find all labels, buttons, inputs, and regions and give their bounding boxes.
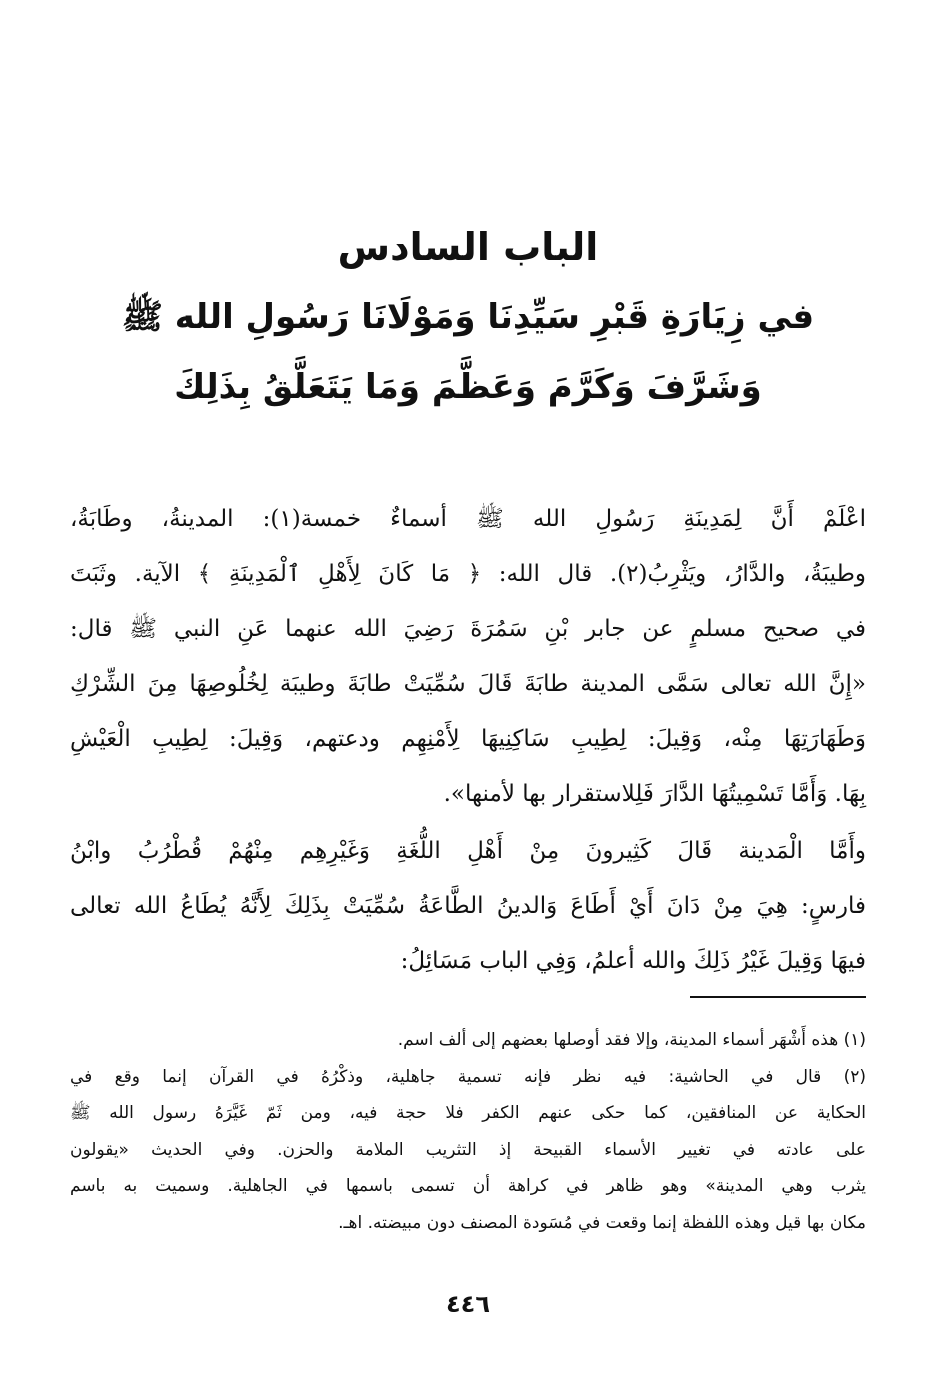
chapter-subtitle-line-1: في زِيَارَةِ قَبْرِ سَيِّدِنَا وَمَوْلَانَا رَسُولِ الله ﷺ xyxy=(121,297,815,337)
footnote-2-line: مكان بها قيل وهذه اللفظة إنما وقعت في مُسَودة المصنف دون مبيضته. اهـ. xyxy=(338,1212,866,1233)
footnote-2-line: على عادته في تغيير الأسماء القبيحة إذ التثريب الملامة والحزن. وفي الحديث «يقولون xyxy=(70,1139,866,1160)
text-line: في صحيح مسلمٍ عن جابر بْنِ سَمُرَةَ رَضِيَ الله عنهما عَنِ النبي ﷺ قال: xyxy=(70,616,866,642)
page-number: ٤٤٦ xyxy=(446,1290,490,1318)
footnote-2-line: يثرب وهي المدينة» وهو ظاهر في كراهة أن تسمى باسمها في الجاهلية. وسميت به باسم xyxy=(70,1176,866,1196)
footnotes xyxy=(70,1022,866,1241)
paragraph-1 xyxy=(70,492,866,822)
text-line: فارسٍ: هِيَ مِنْ دَانَ أَيْ أَطَاعَ وَالدينُ الطَّاعَةُ سُمِّيَتْ بِذَلِكَ لِأَنَّهُ يُطَاعُ الله تعالى xyxy=(70,893,866,919)
text-line: وأَمَّا الْمَدينة قَالَ كَثِيرونَ مِنْ أَهْلِ اللُّغَةِ وَغَيْرِهِم مِنْهُمْ قُطْرُبُ وابْنُ xyxy=(70,838,866,864)
text-line: اعْلَمْ أَنَّ لِمَدِينَةِ رَسُولِ الله ﷺ أسماءٌ خمسة(١): المدينةُ، وطَابَةُ، xyxy=(70,506,866,532)
footnote-2-line: (٢) قال في الحاشية: فيه نظر فإنه تسمية جاهلية، وذكْرُهُ في القرآن إنما وقع في xyxy=(70,1066,866,1087)
chapter-heading xyxy=(70,212,866,422)
paragraph-2 xyxy=(70,824,866,989)
text-line: وطيبَةُ، والدَّارُ، ويَثْرِبُ(٢). قال الله: ﴿ مَا كَانَ لِأَهْلِ ٱلْمَدِينَةِ ﴾ الآية. وثَبَتَ xyxy=(70,561,867,587)
footnote-2-line: الحكاية عن المنافقين، كما حكى عنهم الكفر فلا حجة فيه، ومن ثَمّ غَيَّرَهُ رسول الله ﷺ xyxy=(70,1103,866,1123)
footnote-1: (١) هذه أَشْهَر أسماء المدينة، وإلا فقد أوصلها بعضهم إلى ألف اسم. xyxy=(397,1030,866,1050)
chapter-subtitle-line-2: وَشَرَّفَ وَكَرَّمَ وَعَظَّمَ وَمَا يَتَعَلَّقُ بِذَلِكَ xyxy=(174,367,762,407)
chapter-title: الباب السادس xyxy=(337,225,599,269)
text-line: وَطَهَارَتِهَا مِنْه، وَقِيلَ: لِطِيبِ سَاكِنِيهَا لِأَمْنِهِم ودعتهم، وَقِيلَ: لِطِيبِ الْعَيْشِ xyxy=(70,726,866,752)
text-line: «إِنَّ الله تعالى سَمَّى المدينة طابَةَ قَالَ سُمِّيَتْ طابَةَ وطيبَة لِخُلُوصِهَا مِنَ الشِّرْكِ xyxy=(70,671,866,697)
text-line: بِهَا. وَأَمَّا تَسْمِيتُهَا الدَّارَ فَلِلاستقرار بها لأمنها». xyxy=(443,781,866,807)
text-line: فيهَا وَقِيلَ غَيْرُ ذَلِكَ والله أعلمُ، وَفِي الباب مَسَائِلُ: xyxy=(400,948,866,974)
footnote-separator xyxy=(690,996,866,998)
